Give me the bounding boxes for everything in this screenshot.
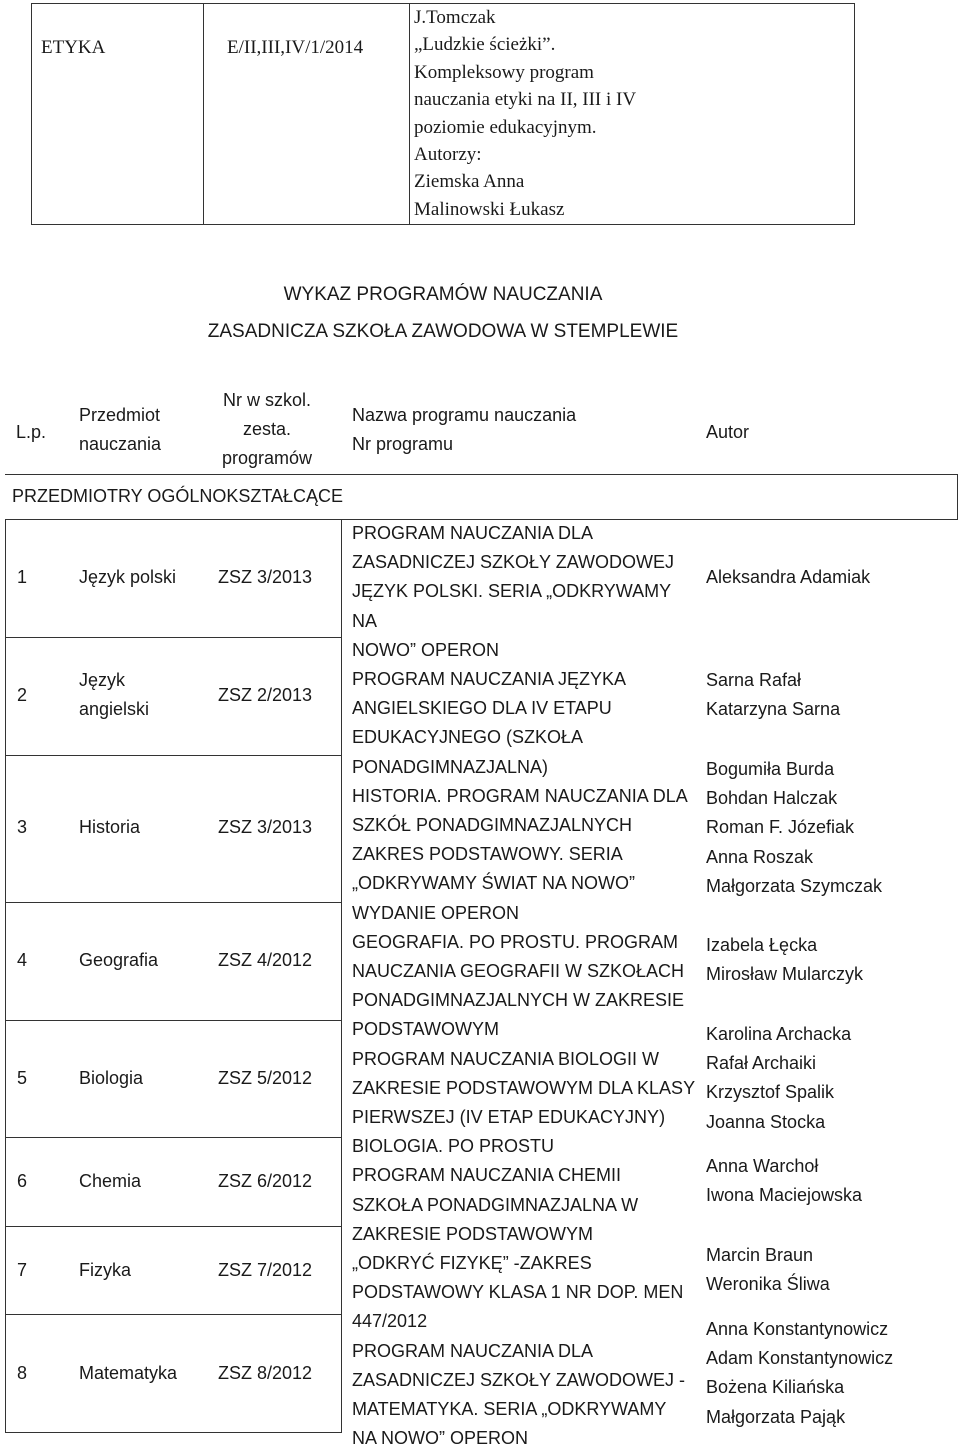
program-line: PODSTAWOWYM bbox=[352, 1019, 499, 1040]
row-line bbox=[5, 1020, 341, 1021]
program-line: ZAKRESIE PODSTAWOWYM DLA KLASY bbox=[352, 1077, 696, 1098]
row-lp: 6 bbox=[17, 1171, 28, 1191]
program-line: Autorzy: bbox=[414, 144, 482, 166]
row-number: ZSZ 3/2013 bbox=[218, 567, 313, 587]
author-name: Weronika Śliwa bbox=[706, 1274, 830, 1295]
program-line: Kompleksowy program bbox=[414, 61, 594, 83]
program-line: „ODKRYĆ FIZYKĘ” -ZAKRES bbox=[352, 1253, 592, 1274]
row-subject-line: angielski bbox=[79, 699, 150, 720]
row-subject-line: Język bbox=[79, 670, 126, 690]
row-subject: Matematyka bbox=[79, 1363, 178, 1383]
program-line: NOWO” OPERON bbox=[352, 639, 499, 660]
row-subject: Fizyka bbox=[79, 1260, 132, 1280]
program-name bbox=[352, 665, 697, 782]
program-line: Malinowski Łukasz bbox=[414, 198, 565, 220]
program-name bbox=[352, 1161, 697, 1249]
program-line: PROGRAM NAUCZANIA CHEMII bbox=[352, 1165, 622, 1186]
author-name: Anna Roszak bbox=[706, 846, 814, 867]
row-lp: 2 bbox=[17, 685, 28, 705]
header-author: Autor bbox=[706, 422, 750, 442]
program-name bbox=[352, 1045, 697, 1162]
row-authors bbox=[706, 1241, 830, 1299]
row-number: ZSZ 3/2013 bbox=[218, 817, 313, 837]
row-subject: Historia bbox=[79, 817, 141, 837]
program-name bbox=[352, 928, 697, 1045]
header-subject bbox=[79, 401, 161, 459]
program-line: ZASADNICZEJ SZKOŁY ZAWODOWEJ - bbox=[352, 1369, 686, 1390]
program-line: Ziemska Anna bbox=[414, 171, 525, 193]
author-name: Izabela Łęcka bbox=[706, 935, 818, 955]
program-line: ANGIELSKIEGO DLA IV ETAPU bbox=[352, 698, 612, 719]
author-name: Sarna Rafał bbox=[706, 670, 802, 690]
program-line: BIOLOGIA. PO PROSTU bbox=[352, 1136, 555, 1157]
author-name: Iwona Maciejowska bbox=[706, 1185, 863, 1206]
program-line: 447/2012 bbox=[352, 1311, 428, 1332]
section-right-border bbox=[957, 474, 958, 520]
section-title: PRZEDMIOTRY OGÓLNOKSZTAŁCĄCE bbox=[12, 486, 344, 506]
program-line: EDUKACYJNEGO (SZKOŁA bbox=[352, 727, 584, 748]
row-line bbox=[5, 637, 341, 638]
row-lp: 4 bbox=[17, 950, 28, 970]
program-line: nauczania etyki na II, III i IV bbox=[414, 89, 637, 111]
program-line: ZAKRESIE PODSTAWOWYM bbox=[352, 1223, 594, 1244]
author-name: Joanna Stocka bbox=[706, 1111, 826, 1132]
header-program-name bbox=[352, 401, 576, 459]
header-number-line: Nr w szkol. bbox=[222, 390, 311, 410]
row-lp: 8 bbox=[17, 1363, 28, 1383]
program-line: JĘZYK POLSKI. SERIA „ODKRYWAMY NA bbox=[352, 581, 671, 631]
top-subject: ETYKA bbox=[41, 37, 106, 58]
program-line: HISTORIA. PROGRAM NAUCZANIA DLA bbox=[352, 785, 688, 806]
program-line: PIERWSZEJ (IV ETAP EDUKACYJNY) bbox=[352, 1107, 666, 1128]
author-name: Rafał Archaiki bbox=[706, 1053, 817, 1074]
header-program-line: Nazwa programu nauczania bbox=[352, 405, 577, 425]
row-line bbox=[5, 755, 341, 756]
top-box-divider bbox=[409, 4, 410, 224]
author-name: Małgorzata Szymczak bbox=[706, 875, 883, 896]
row-authors bbox=[706, 931, 863, 989]
row-number: ZSZ 6/2012 bbox=[218, 1171, 313, 1191]
author-name: Karolina Archacka bbox=[706, 1024, 852, 1044]
program-line: ZAKRES PODSTAWOWY. SERIA bbox=[352, 844, 623, 865]
program-name bbox=[352, 519, 697, 665]
column-separator bbox=[341, 520, 342, 1433]
row-number: ZSZ 2/2013 bbox=[218, 685, 313, 705]
author-name: Adam Konstantynowicz bbox=[706, 1348, 894, 1369]
author-name: Katarzyna Sarna bbox=[706, 699, 841, 720]
header-number-line: programów bbox=[221, 448, 313, 468]
program-line: PROGRAM NAUCZANIA DLA bbox=[352, 1340, 594, 1361]
header-program-line: Nr programu bbox=[352, 434, 454, 454]
header-subject-line: Przedmiot bbox=[79, 405, 161, 425]
program-line: J.Tomczak bbox=[414, 7, 496, 28]
program-line: PROGRAM NAUCZANIA BIOLOGII W bbox=[352, 1048, 660, 1069]
author-name: Krzysztof Spalik bbox=[706, 1082, 835, 1103]
etyka-program-box bbox=[31, 3, 855, 225]
author-name: Marcin Braun bbox=[706, 1245, 814, 1265]
row-authors bbox=[706, 1315, 893, 1432]
program-line: PONADGIMNAZJALNYCH W ZAKRESIE bbox=[352, 990, 685, 1011]
row-authors bbox=[706, 563, 870, 592]
program-line: NA NOWO” OPERON bbox=[352, 1428, 529, 1449]
row-number: ZSZ 7/2012 bbox=[218, 1260, 313, 1280]
row-lp: 3 bbox=[17, 817, 28, 837]
author-name: Bohdan Halczak bbox=[706, 788, 838, 809]
program-line: SZKOŁA PONADGIMNAZJALNA W bbox=[352, 1194, 639, 1215]
row-authors bbox=[706, 1152, 862, 1210]
top-program-number: E/II,III,IV/1/2014 bbox=[227, 37, 364, 58]
program-line: NAUCZANIA GEOGRAFII W SZKOŁACH bbox=[352, 961, 685, 982]
row-line bbox=[5, 1432, 341, 1433]
program-line: PODSTAWOWY KLASA 1 NR DOP. MEN bbox=[352, 1282, 684, 1303]
author-name: Anna Konstantynowicz bbox=[706, 1319, 889, 1339]
row-subject: Chemia bbox=[79, 1171, 142, 1191]
program-line: PROGRAM NAUCZANIA DLA bbox=[352, 523, 594, 543]
author-name: Roman F. Józefiak bbox=[706, 817, 855, 838]
header-lp: L.p. bbox=[16, 422, 47, 442]
program-line: PONADGIMNAZJALNA) bbox=[352, 756, 549, 777]
table-left-border bbox=[5, 520, 6, 1433]
row-number: ZSZ 5/2012 bbox=[218, 1068, 313, 1088]
program-name bbox=[352, 1249, 697, 1337]
school-name: ZASADNICZA SZKOŁA ZAWODOWA W STEMPLEWIE bbox=[207, 321, 679, 342]
program-line: poziomie edukacyjnym. bbox=[414, 116, 597, 138]
row-line bbox=[5, 902, 341, 903]
program-names-column bbox=[352, 519, 697, 1454]
row-number: ZSZ 8/2012 bbox=[218, 1363, 313, 1383]
row-subject: Geografia bbox=[79, 950, 159, 970]
author-name: Małgorzata Pająk bbox=[706, 1406, 846, 1427]
program-line: PROGRAM NAUCZANIA JĘZYKA bbox=[352, 669, 627, 690]
header-subject-line: nauczania bbox=[79, 434, 162, 454]
document-title: WYKAZ PROGRAMÓW NAUCZANIA bbox=[283, 284, 603, 305]
top-box-divider bbox=[203, 4, 204, 224]
row-lp: 1 bbox=[17, 567, 28, 587]
program-line: ZASADNICZEJ SZKOŁY ZAWODOWEJ bbox=[352, 552, 675, 573]
row-authors bbox=[706, 1020, 851, 1137]
program-name bbox=[352, 782, 697, 928]
row-lp: 7 bbox=[17, 1260, 28, 1280]
row-line bbox=[5, 1137, 341, 1138]
header-number-line: zesta. bbox=[242, 419, 292, 439]
program-line: „ODKRYWAMY ŚWIAT NA NOWO” bbox=[352, 873, 636, 894]
program-line: „Ludzkie ścieżki”. bbox=[414, 34, 556, 56]
row-line bbox=[5, 1226, 341, 1227]
program-line: MATEMATYKA. SERIA „ODKRYWAMY bbox=[352, 1399, 667, 1420]
author-name: Aleksandra Adamiak bbox=[706, 567, 871, 587]
author-name: Anna Warchoł bbox=[706, 1156, 819, 1176]
program-line: SZKÓŁ PONADGIMNAZJALNYCH bbox=[352, 815, 633, 836]
author-name: Bożena Kiliańska bbox=[706, 1377, 845, 1398]
program-line: GEOGRAFIA. PO PROSTU. PROGRAM bbox=[352, 931, 679, 952]
row-authors bbox=[706, 666, 840, 724]
header-number bbox=[204, 386, 330, 473]
author-name: Mirosław Mularczyk bbox=[706, 964, 864, 985]
row-line bbox=[5, 1314, 341, 1315]
row-lp: 5 bbox=[17, 1068, 28, 1088]
row-subject bbox=[79, 666, 149, 724]
row-subject: Język polski bbox=[79, 567, 177, 587]
top-program-description bbox=[414, 4, 854, 223]
program-line: WYDANIE OPERON bbox=[352, 902, 520, 923]
row-number: ZSZ 4/2012 bbox=[218, 950, 313, 970]
table-header-line bbox=[5, 474, 958, 475]
row-subject: Biologia bbox=[79, 1068, 144, 1088]
author-name: Bogumiła Burda bbox=[706, 759, 835, 779]
row-authors bbox=[706, 755, 882, 901]
